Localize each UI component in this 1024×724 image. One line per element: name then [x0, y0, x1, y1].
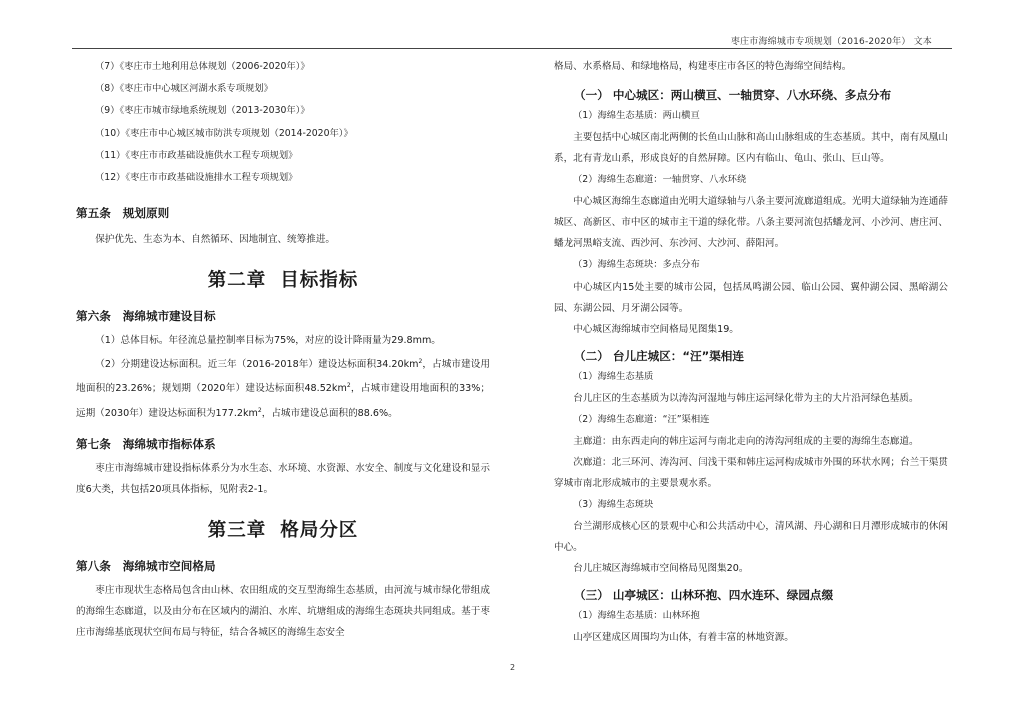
paragraph: 台兰湖形成核心区的景观中心和公共活动中心，清风湖、丹心湖和日月潭形成城市的休闲中心。: [554, 521, 948, 554]
subsection-label: （1）海绵生态基质：山林环抱: [573, 610, 700, 622]
article-6-phased-area: （2）分期建设达标面积。近三年（2016-2018年）建设达标面积$34.20km^2$，占城市建设用地面积的23.26%；规划期（2020年）建设达标面积$48.52km^2$，占城市建设用地面积的33%；远期（2030年）建设达标面积为$177.2km^2$，占城市建设总面积的88.6%。: [76, 358, 491, 419]
paragraph: 山亭区建成区周围均为山体，有着丰富的林地资源。: [573, 632, 794, 644]
header-rule: [72, 48, 952, 49]
article-number: 第八条: [76, 558, 111, 573]
reference-item: （12）《枣庄市市政基础设施排水工程专项规划》: [95, 172, 298, 184]
subsection-label: （1）海绵生态基质：两山横亘: [573, 110, 700, 121]
paragraph: 主廊道：由东西走向的韩庄运河与南北走向的涛沟河组成的主要的海绵生态廊道。: [573, 436, 919, 448]
paragraph: 中心城区海绵城市空间格局见图集19。: [573, 323, 739, 335]
chapter-title: 格局分区: [280, 519, 359, 541]
article-7-heading: [76, 434, 490, 454]
chapter-title: 目标指标: [280, 270, 359, 292]
paragraph: 中心城区海绵生态廊道由光明大道绿轴与八条主要河流廊道组成。光明大道绿轴为连通薛城区、高新区、市中区的城市主干道的绿化带。八条主要河流包括蟠龙河、小沙河、唐庄河、蟠龙河黑峪支流、西沙河、东沙河、大沙河、薛阳河。: [554, 196, 948, 250]
right-column: [554, 56, 948, 648]
subsection-label: （3）海绵生态斑块：多点分布: [573, 259, 700, 271]
chapter-number: 第二章: [207, 270, 267, 292]
page-number: 2: [510, 663, 516, 672]
paragraph: 次廊道：北三环河、涛沟河、闫浅干渠和韩庄运河构成城市外围的环状水网；台兰干渠贯穿城市南北形成城市的主要景观水系。: [554, 457, 948, 490]
paragraph: 主要包括中心城区南北两侧的长鱼山山脉和高山山脉组成的生态基质。其中，南有凤凰山系，北有青龙山系，形成良好的自然屏障。区内有临山、龟山、张山、巨山等。: [554, 132, 948, 165]
reference-item: （7）《枣庄市土地利用总体规划（2006-2020年）》: [95, 61, 310, 72]
section-3-heading: （三） 山亭城区：山林环抱、四水连环、绿园点缀: [574, 588, 834, 603]
paragraph: 中心城区内15处主要的城市公园，包括凤鸣湖公园、临山公园、翼仲湖公园、黑峪湖公园、东湖公园、月牙湖公园等。: [554, 281, 948, 314]
article-title: 海绵城市指标体系: [122, 436, 216, 451]
continued-text: 格局、水系格局、和绿地格局，构建枣庄市各区的特色海绵空间结构。: [554, 61, 852, 72]
article-5-heading: [76, 203, 490, 223]
reference-item: （8）《枣庄市中心城区河湖水系专项规划》: [95, 83, 273, 95]
subsection-label: （3）海绵生态斑块: [573, 499, 654, 511]
subsection-label: （1）海绵生态基质: [573, 370, 654, 382]
article-number: 第七条: [76, 436, 111, 451]
article-7-text: 枣庄市海绵城市建设指标体系分为水生态、水环境、水资源、水安全、制度与文化建设和显示度6大类，共包括20项具体指标，见附表2-1。: [76, 462, 490, 495]
article-8-heading: [76, 556, 490, 576]
section-2-heading: （二） 台儿庄城区：“汪”渠相连: [574, 348, 744, 363]
article-title: 海绵城市空间格局: [122, 558, 216, 573]
running-header: 枣庄市海绵城市专项规划（2016-2020年） 文本: [730, 37, 932, 47]
subsection-label: （2）海绵生态廊道：一轴贯穿、八水环绕: [573, 174, 747, 186]
left-column: [76, 56, 490, 643]
reference-item: （10）《枣庄市中心城区城市防洪专项规划（2014-2020年）》: [95, 127, 353, 139]
chapter-3-heading: [76, 516, 490, 542]
article-6-goal: （1）总体目标。年径流总量控制率目标为75%，对应的设计降雨量为29.8mm。: [95, 335, 441, 347]
article-number: 第六条: [76, 309, 111, 324]
reference-item: （11）《枣庄市市政基础设施供水工程专项规划》: [95, 149, 298, 161]
reference-item: （9）《枣庄市城市绿地系统规划（2013-2030年）》: [95, 105, 310, 117]
chapter-number: 第三章: [207, 519, 267, 541]
article-8-text: 枣庄市现状生态格局包含由山林、农田组成的交互型海绵生态基质，由河流与城市绿化带组成的海绵生态廊道，以及由分布在区域内的湖泊、水库、坑塘组成的海绵生态斑块共同组成。基于枣庄市海绵基底现状空间布局与特征，结合各城区的海绵生态安全: [76, 584, 490, 638]
article-6-heading: [76, 306, 490, 326]
article-title: 规划原则: [122, 206, 170, 221]
subsection-label: （2）海绵生态廊道：“汪”渠相连: [573, 413, 710, 425]
article-title: 海绵城市建设目标: [122, 309, 216, 324]
article-5-text: 保护优先、生态为本、自然循环、因地制宜、统筹推进。: [95, 234, 336, 246]
paragraph: 台儿庄区的生态基质为以涛沟河湿地与韩庄运河绿化带为主的大片沿河绿色基质。: [573, 392, 919, 404]
article-number: 第五条: [76, 206, 111, 221]
paragraph: 台儿庄城区海绵城市空间格局见图集20。: [573, 563, 749, 575]
chapter-2-heading: [76, 266, 490, 292]
section-1-heading: （一） 中心城区：两山横亘、一轴贯穿、八水环绕、多点分布: [574, 88, 892, 102]
